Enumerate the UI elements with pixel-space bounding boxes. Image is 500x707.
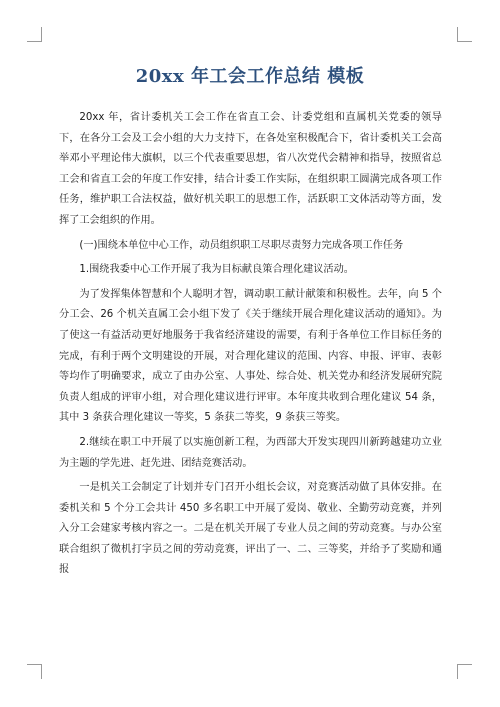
paragraph-suggestions: 为了发挥集体智慧和个人聪明才智，调动职工献计献策和积极性。去年，向 5 个分工会、26 个机关直属工会小组下发了《关于继续开展合理化建议活动的通知》。为了使这一有益活动更好地服务于我省经济建设的需要，有利于各单位工作目标任务的完成，有利于两个文明建设的开展，对合理化建议的范围、内容、申报、评审、表彰等均作了明确要求，成立了由办公室、人事处、综合处、机关党办和经济发展研究院负责人组成的评审小组，对合理化建议进行评审。本年度共收到合理化建议 54 条，其中 3 条获合理化建议一等奖，5 条获二等奖，9 条获三等奖。 — [59, 288, 442, 424]
paragraph-intro: 20xx 年，省计委机关工会工作在省直工会、计委党组和直属机关党委的领导下，在各分工会及工会小组的大力支持下，在各处室积极配合下，省计委机关工会高举邓小平理论伟大旗帜，以三个代表重要思想，省八次党代会精神和指导，按照省总工会和省直工会的年度工作安排，结合计委工作实际，在组织职工圆满完成各项工作任务，维护职工合法权益，做好机关职工的思想工作，活跃职工文体活动等方面，发挥了工会组织的作用。 — [59, 112, 442, 226]
crop-mark-bottom-right — [457, 664, 472, 679]
paragraph-competition: 一是机关工会制定了计划并专门召开小组长会议，对竞赛活动做了具体安排。在委机关和 5 个分工会共计 450 多名职工中开展了爱岗、敬业、全勤劳动竞赛，并列入分工会建家考核内容之一。二是在机关开展了专业人员之间的劳动竞赛。与办公室联合组织了微机打字员之间的劳动竞赛，评出了一、二、三等奖，并给予了奖励和通报 — [59, 482, 442, 576]
crop-mark-top-left — [27, 27, 42, 42]
section-heading: (一)围绕本单位中心工作，动员组织职工尽职尽责努力完成各项工作任务 — [79, 239, 404, 251]
crop-mark-bottom-left — [27, 664, 42, 679]
document-title: 20xx 年工会工作总结 模板 — [135, 66, 365, 87]
document-body — [59, 108, 442, 585]
crop-mark-top-right — [457, 27, 472, 42]
subheading-1: 1.围绕我委中心工作开展了我为目标献良策合理化建议活动。 — [79, 264, 354, 276]
subheading-2: 2.继续在职工中开展了以实施创新工程，为西部大开发实现四川新跨越建功立业为主题的学先进、赶先进、团结竞赛活动。 — [59, 436, 442, 469]
